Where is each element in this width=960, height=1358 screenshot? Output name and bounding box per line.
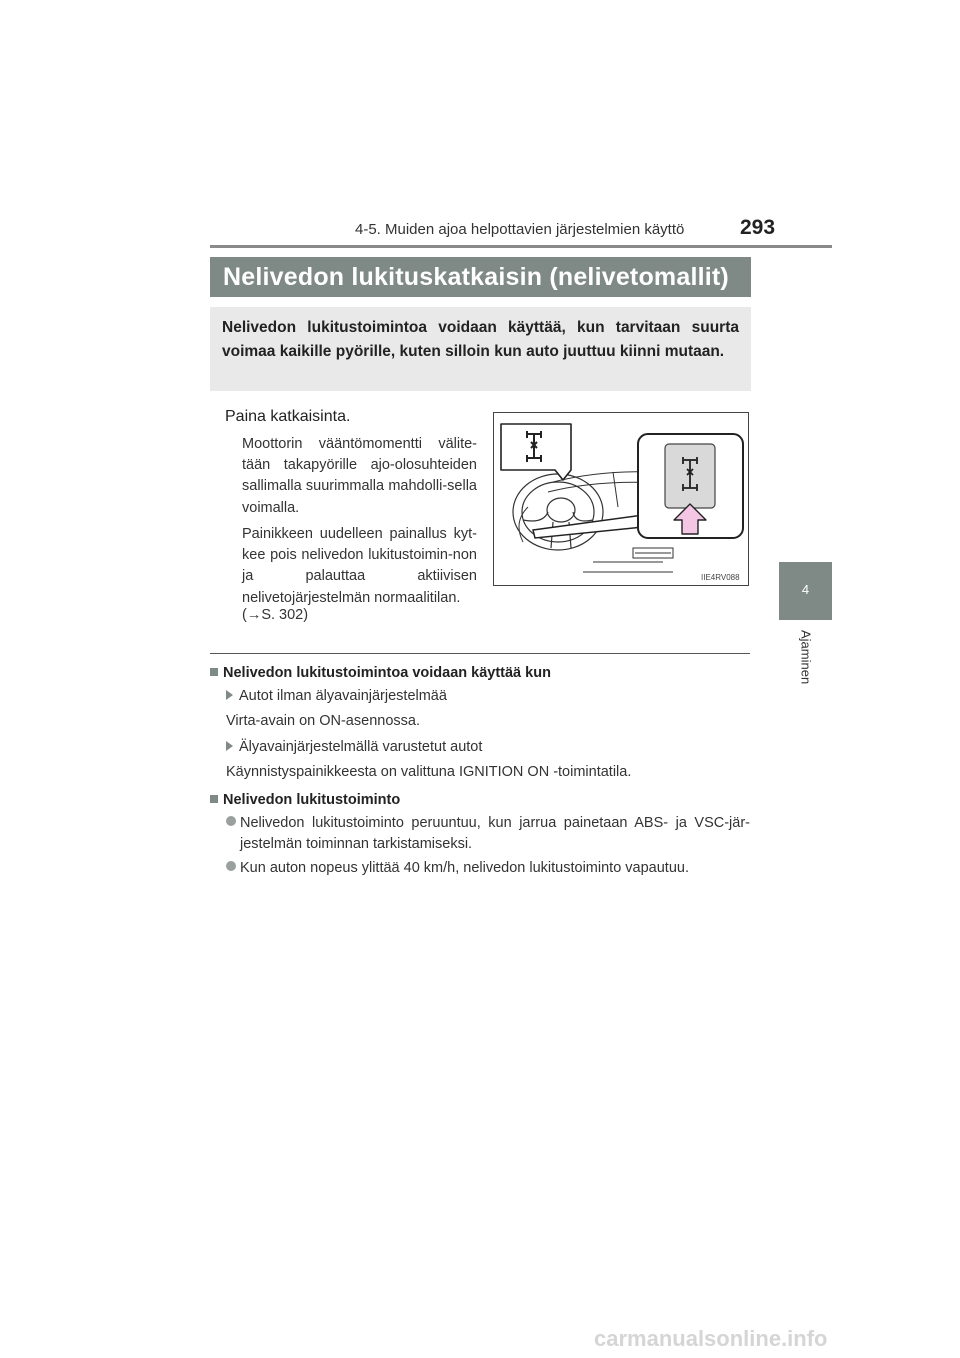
figure-code: IIE4RV088: [701, 573, 740, 582]
page-number: 293: [740, 216, 776, 239]
square-bullet-icon: [210, 668, 218, 676]
step-instruction: Paina katkaisinta.: [225, 408, 351, 425]
intro-text: Nelivedon lukitustoimintoa voidaan käyttää, kun tarvitaan suurta voimaa kaikille pyörille, kuten silloin kun auto juuttuu kiinni mutaan.: [222, 319, 739, 360]
chapter-tab-label: Ajaminen: [798, 630, 813, 685]
note-list-item-2: Kun auton nopeus ylittää 40 km/h, nelivedon lukitustoiminto vapautuu.: [226, 858, 750, 879]
watermark: carmanualsonline.info: [594, 1326, 828, 1351]
chapter-title: 4-5. Muiden ajoa helpottavien järjestelmien käyttö: [355, 221, 685, 238]
description-paragraph: Moottorin vääntömomentti välite-tään takapyörille ajo-olosuhteiden sallimalla suurimmalla mahdolli-sella voimalla.: [242, 436, 477, 516]
note-text-2: Käynnistyspainikkeesta on valittuna IGNITION ON -toimintatila.: [226, 764, 632, 780]
note-heading-1: Nelivedon lukitustoimintoa voidaan käyttää kun: [210, 665, 551, 681]
section-heading: Nelivedon lukituskatkaisin (nelivetomallit): [223, 263, 729, 291]
circle-bullet-icon: [226, 816, 236, 826]
dashboard-illustration-svg: [493, 412, 749, 586]
chapter-tab: [779, 562, 832, 620]
page-reference: (→S. 302): [242, 607, 309, 623]
note-heading-2: Nelivedon lukitustoiminto: [210, 792, 400, 808]
note-subheading-2: Älyavainjärjestelmällä varustetut autot: [226, 739, 482, 755]
dashboard-illustration: [493, 412, 749, 586]
note-subheading-1: Autot ilman älyavainjärjestelmää: [226, 688, 447, 704]
chapter-tab-label-container: [779, 620, 832, 730]
header-rule: [210, 245, 832, 248]
intro-box: [210, 307, 751, 391]
circle-bullet-icon: [226, 861, 236, 871]
square-bullet-icon: [210, 795, 218, 803]
triangle-bullet-icon: [226, 690, 233, 700]
note-list-item: Nelivedon lukitustoiminto peruuntuu, kun jarrua painetaan ABS- ja VSC-jär-jestelmän toiminnan tarkistamiseksi.: [226, 813, 750, 855]
triangle-bullet-icon: [226, 741, 233, 751]
chapter-tab-number: 4: [801, 582, 810, 597]
section-divider: [210, 653, 750, 654]
description-paragraph-2: Painikkeen uudelleen painallus kyt-kee pois nelivedon lukitustoimin-non ja palauttaa aktiivisen nelivetojärjestelmän normaalitilan.: [242, 526, 477, 606]
section-heading-bar: [210, 257, 751, 297]
note-text-1: Virta-avain on ON-asennossa.: [226, 713, 420, 729]
